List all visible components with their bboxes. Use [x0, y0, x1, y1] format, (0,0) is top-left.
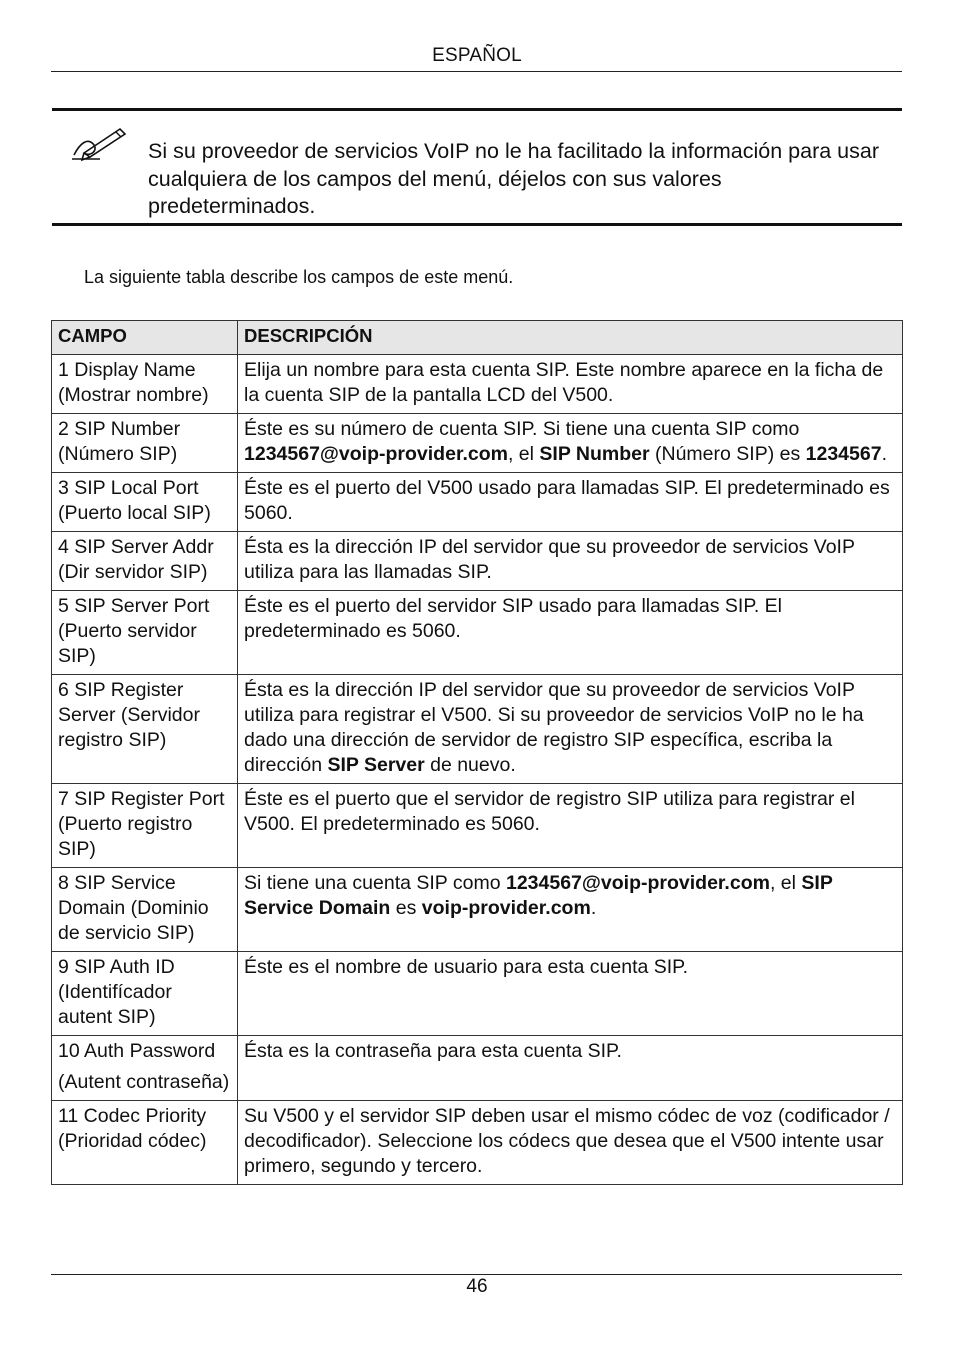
table-row	[52, 591, 903, 675]
field-name: 7 SIP Register Port (Puerto registro SIP)	[52, 784, 238, 868]
field-description: Éste es el nombre de usuario para esta cuenta SIP.	[238, 952, 903, 1036]
field-description: Ésta es la contraseña para esta cuenta SIP.	[238, 1036, 903, 1101]
field-description: Éste es el puerto del V500 usado para llamadas SIP. El predeterminado es 5060.	[238, 473, 903, 532]
field-description: Éste es su número de cuenta SIP. Si tiene una cuenta SIP como 1234567@voip-provider.com, el SIP Number (Número SIP) es 1234567.	[238, 414, 903, 473]
table-row	[52, 1036, 903, 1101]
field-name: 3 SIP Local Port (Puerto local SIP)	[52, 473, 238, 532]
field-description: Éste es el puerto del servidor SIP usado para llamadas SIP. El predeterminado es 5060.	[238, 591, 903, 675]
field-description: Ésta es la dirección IP del servidor que su proveedor de servicios VoIP utiliza para registrar el V500. Si su proveedor de servicios VoIP no le ha dado una dirección de servidor de registro SIP específica, escriba la dirección SIP Server de nuevo.	[238, 675, 903, 784]
table-row	[52, 952, 903, 1036]
table-row	[52, 1101, 903, 1185]
field-name: 10 Auth Password (Autent contraseña)	[52, 1036, 238, 1101]
field-name: 11 Codec Priority (Prioridad códec)	[52, 1101, 238, 1185]
field-name: 1 Display Name (Mostrar nombre)	[52, 355, 238, 414]
page-number: 46	[466, 1276, 488, 1297]
table-row	[52, 784, 903, 868]
field-name: 5 SIP Server Port (Puerto servidor SIP)	[52, 591, 238, 675]
footer-divider	[51, 1274, 902, 1275]
field-name: 4 SIP Server Addr (Dir servidor SIP)	[52, 532, 238, 591]
header-language: ESPAÑOL	[432, 45, 522, 66]
column-header-description: DESCRIPCIÓN	[238, 321, 903, 355]
intro-text: La siguiente tabla describe los campos de este menú.	[84, 267, 514, 287]
note-box	[52, 108, 902, 226]
field-name: 8 SIP Service Domain (Dominio de servicio SIP)	[52, 868, 238, 952]
table-row	[52, 532, 903, 591]
field-description: Elija un nombre para esta cuenta SIP. Este nombre aparece en la ficha de la cuenta SIP de la pantalla LCD del V500.	[238, 355, 903, 414]
table-row	[52, 473, 903, 532]
table-row	[52, 414, 903, 473]
field-name: 2 SIP Number (Número SIP)	[52, 414, 238, 473]
table-header-row	[52, 321, 903, 355]
table-row	[52, 355, 903, 414]
note-text: Si su proveedor de servicios VoIP no le ha facilitado la información para usar cualquiera de los campos del menú, déjelos con sus valores predeterminados.	[148, 139, 880, 218]
pencil-note-icon	[70, 123, 130, 163]
field-name: 9 SIP Auth ID (Identifícador autent SIP)	[52, 952, 238, 1036]
field-description: Ésta es la dirección IP del servidor que su proveedor de servicios VoIP utiliza para las llamadas SIP.	[238, 532, 903, 591]
field-name: 6 SIP Register Server (Servidor registro SIP)	[52, 675, 238, 784]
field-description: Éste es el puerto que el servidor de registro SIP utiliza para registrar el V500. El predeterminado es 5060.	[238, 784, 903, 868]
field-description: Si tiene una cuenta SIP como 1234567@voip-provider.com, el SIP Service Domain es voip-provider.com.	[238, 868, 903, 952]
table-row	[52, 675, 903, 784]
fields-table	[51, 320, 903, 1185]
header-divider	[51, 71, 902, 72]
field-description: Su V500 y el servidor SIP deben usar el mismo códec de voz (codificador / decodificador). Seleccione los códecs que desea que el V500 intente usar primero, segundo y tercero.	[238, 1101, 903, 1185]
column-header-field: CAMPO	[52, 321, 238, 355]
table-row	[52, 868, 903, 952]
